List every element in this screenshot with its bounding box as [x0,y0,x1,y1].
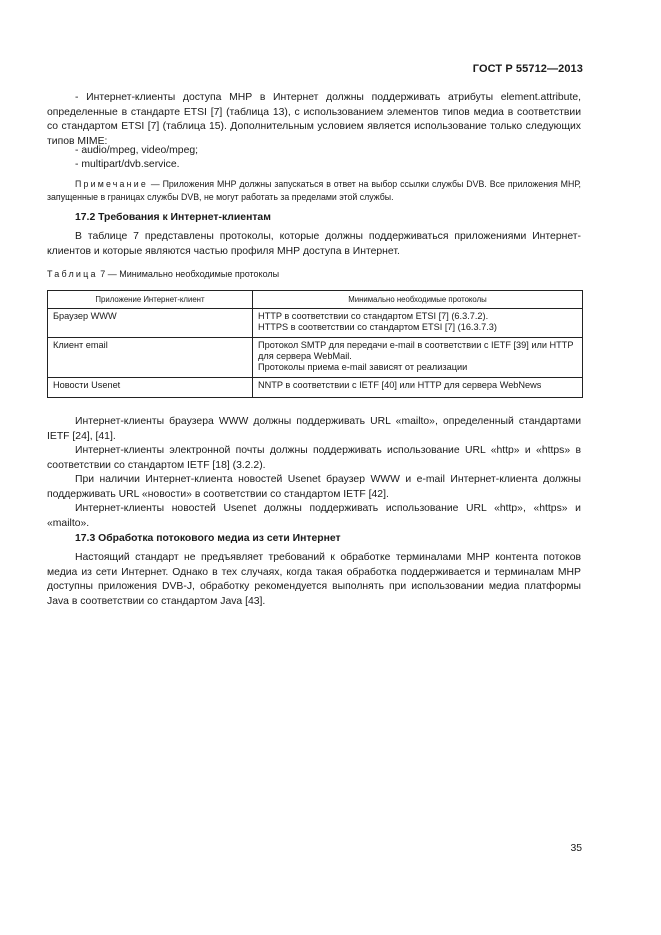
protocols-table [47,290,583,398]
after-table-paragraph: Интернет-клиенты электронной почты должны поддерживать использование URL «http» и «https» в соответствии со стандартом IETF [18] (3.2.2). [47,445,581,471]
intro-paragraph: - Интернет-клиенты доступа МНР в Интернет должны поддерживать атрибуты element.attribute, определенные в стандарте ETSI [7] (таблица 13), с использованием элементов типов медиа в соответствии со стандартом ETSI [7] (таблица 15). Дополнительным условием является использование только следующих типов MIME: [47,92,581,147]
table-row [48,338,583,378]
table-caption-label: Таблица [47,269,98,279]
section-17-2-heading: 17.2 Требования к Интернет-клиентам [75,212,271,223]
client-cell: Новости Usenet [48,378,253,398]
protocols-cell [253,338,583,378]
protocol-line: NNTP в соответствии с IETF [40] или HTTP для сервера WebNews [258,380,542,390]
after-table-paragraph: Интернет-клиенты браузера WWW должны поддерживать URL «mailto», определенный стандартами IETF [24], [41]. [47,416,581,442]
section-17-3-paragraph: Настоящий стандарт не предъявляет требований к обработке терминалами МНР контента потоков медиа из сети Интернет. Однако в тех случаях, когда такая обработка поддерживается и терминалам МНР доступны приложения DVB-J, обработку рекомендуется выполнять при использовании медиа платформы Java в соответствии со стандартом Java [43]. [47,552,581,607]
note [47,178,581,203]
table-row [48,309,583,338]
table-row [48,378,583,398]
after-table-paragraph: Интернет-клиенты новостей Usenet должны поддерживать использование URL «http», «https» и «mailto». [47,503,581,529]
header-protocols: Минимально необходимые протоколы [253,291,583,309]
header-client: Приложение Интернет-клиент [48,291,253,309]
client-cell: Клиент email [48,338,253,378]
mime-type-item: - audio/mpeg, video/mpeg; [75,145,199,156]
protocol-line: HTTPS в соответствии со стандартом ETSI [7] (16.3.7.3) [258,322,497,333]
protocols-cell [253,378,583,398]
standard-code-header: ГОСТ Р 55712—2013 [472,63,583,75]
note-label: Примечание [75,179,148,189]
mime-type-item: - multipart/dvb.service. [75,159,180,170]
protocol-line: Протокол SMTP для передачи e-mail в соответствии с IETF [39] или HTTP для сервера WebMail. [258,340,574,362]
table-caption-text: 7 — Минимально необходимые протоколы [97,269,280,279]
after-table-paragraph: При наличии Интернет-клиента новостей Usenet браузер WWW и e-mail Интернет-клиента должны поддерживать URL «новости» в соответствии со стандартом IETF [42]. [47,474,581,500]
note-text: — Приложения МНР должны запускаться в ответ на выбор ссылки службы DVB. Все приложения МНР, запущенные в границах службы DVB, не могут работать за пределами этой службы. [47,179,581,202]
protocol-line: HTTP в соответствии со стандартом ETSI [7] (6.3.7.2). [258,311,489,321]
section-17-3-heading: 17.3 Обработка потокового медиа из сети Интернет [75,533,341,544]
client-cell: Браузер WWW [48,309,253,338]
table-header-row [48,291,583,309]
protocols-cell [253,309,583,338]
protocol-line: Протоколы приема e-mail зависят от реализации [258,362,468,373]
table-caption [47,269,279,279]
page-number: 35 [570,843,582,854]
section-17-2-paragraph: В таблице 7 представлены протоколы, которые должны поддерживаться приложениями Интернет-клиентов и которые являются частью профиля МНР доступа в Интернет. [47,231,581,257]
